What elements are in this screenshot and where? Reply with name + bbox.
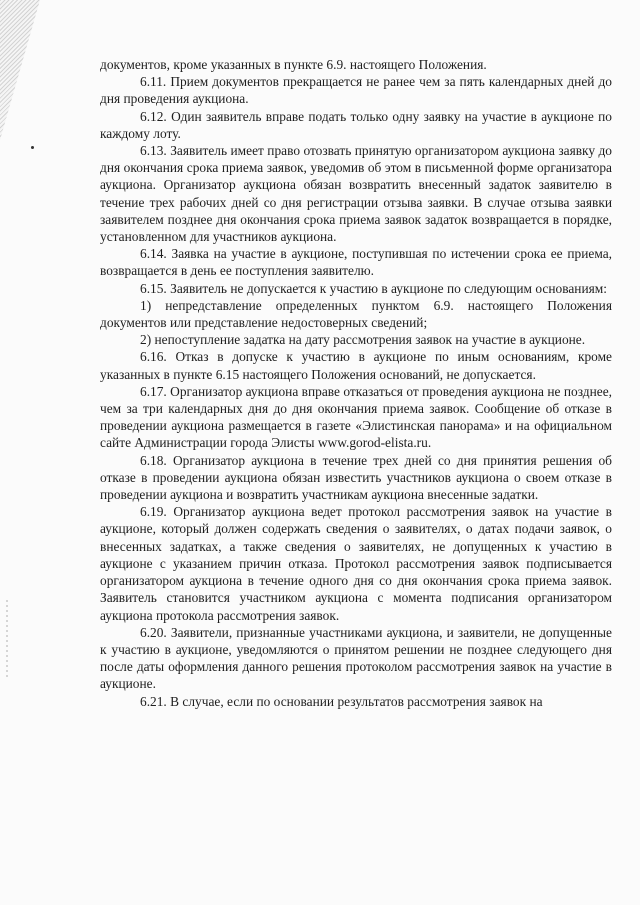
paragraph-6-17: 6.17. Организатор аукциона вправе отказаться от проведения аукциона не позднее, чем за три календарных дня до дня окончания приема заявок. Сообщение об отказе в проведении аукциона размещается в газете «Элистинская панорама» и на официальном сайте Администрации города Элисты www.gorod-elista.ru. (100, 383, 612, 451)
paragraph-6-15-item-1: 1) непредставление определенных пунктом 6.9. настоящего Положения документов или представление недостоверных сведений; (100, 297, 612, 331)
paragraph-continuation: документов, кроме указанных в пункте 6.9. настоящего Положения. (100, 57, 487, 72)
paragraph-6-18: 6.18. Организатор аукциона в течение трех дней со дня принятия решения об отказе в проведении аукциона обязан известить участников аукциона о своем отказе в проведении аукциона и возвратить участникам аукциона внесенные задатки. (100, 452, 612, 503)
paragraph-6-12: 6.12. Один заявитель вправе подать только одну заявку на участие в аукционе по каждому лоту. (100, 108, 612, 141)
paragraph-6-21: 6.21. В случае, если по основании результатов рассмотрения заявок на (140, 693, 543, 709)
scan-edge-mark (6, 600, 8, 680)
paragraph-6-16: 6.16. Отказ в допуске к участию в аукционе по иным основаниям, кроме указанных в пункте 6.15 настоящего Положения оснований, не допускается. (100, 349, 612, 382)
paragraph-6-13: 6.13. Заявитель имеет право отозвать принятую организатором аукциона заявку до дня окончания срока приема заявок, уведомив об этом в письменной форме организатора аукциона. Организатор аукциона обязан возвратить внесенный задаток заявителю в течение трех рабочих дней со дня регистрации отзыва заявки. В случае отзыва заявки заявителем позднее дня окончания срока приема заявок задаток возвращается в порядке, установленном для участников аукциона. (100, 143, 612, 245)
paragraph-6-15-item-2: 2) непоступление задатка на дату рассмотрения заявок на участие в аукционе. (140, 332, 586, 348)
scan-shadow-corner (0, 0, 40, 140)
document-page (100, 56, 612, 710)
paragraph-6-11: 6.11. Прием документов прекращается не ранее чем за пять календарных дней до дня проведения аукциона. (100, 74, 612, 107)
paragraph-6-14: 6.14. Заявка на участие в аукционе, поступившая по истечении срока ее приема, возвращается в день ее поступления заявителю. (100, 246, 612, 279)
paragraph-6-15: 6.15. Заявитель не допускается к участию в аукционе по следующим основаниям: (140, 280, 607, 296)
margin-mark (31, 146, 34, 149)
paragraph-6-19: 6.19. Организатор аукциона ведет протокол рассмотрения заявок на участие в аукционе, который должен содержать сведения о заявителях, о датах подачи заявок, о внесенных задатках, а также сведения о заявителях, не допущенных к участию в аукционе с указанием причин отказа. Протокол рассмотрения заявок подписывается организатором аукциона в течение одного дня со дня окончания срока приема заявок. Заявитель становится участником аукциона с момента подписания организатором аукциона протокола рассмотрения заявок. (100, 504, 612, 623)
paragraph-6-20: 6.20. Заявители, признанные участниками аукциона, и заявители, не допущенные к участию в аукционе, уведомляются о принятом решении не позднее следующего дня после даты оформления данного решения протоколом рассмотрения заявок на участие в аукционе. (100, 624, 612, 692)
